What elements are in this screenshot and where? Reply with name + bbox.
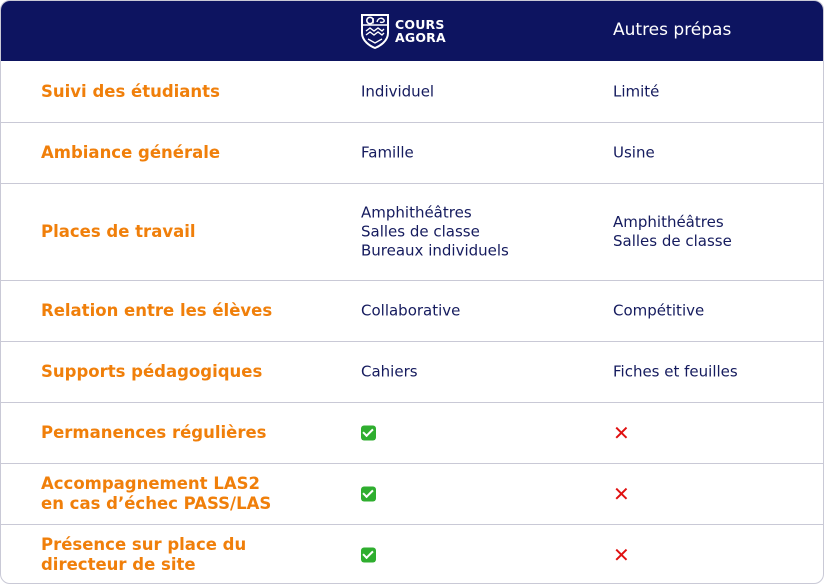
check-icon xyxy=(361,548,376,563)
row-label-line: Ambiance générale xyxy=(41,143,221,162)
cell-cours-agora xyxy=(361,144,414,163)
table-row xyxy=(1,183,823,280)
cross-icon: ✕ xyxy=(613,543,630,567)
row-label-line: Places de travail xyxy=(41,222,196,241)
row-label xyxy=(41,362,262,382)
row-label xyxy=(41,82,220,102)
row-label-line: Présence sur place du xyxy=(41,535,247,554)
cell-cours-agora xyxy=(361,548,376,563)
table-row xyxy=(1,524,823,584)
row-label-line: Supports pédagogiques xyxy=(41,362,263,381)
cell-value: Amphithéâtres xyxy=(613,213,724,231)
row-label-line: Relation entre les élèves xyxy=(41,301,273,320)
table-row xyxy=(1,61,823,122)
logo-wordmark xyxy=(395,18,446,44)
cell-value: Famille xyxy=(361,143,414,162)
cell-cours-agora xyxy=(361,302,460,321)
cell-cours-agora xyxy=(361,204,509,261)
row-label-line: Permanences régulières xyxy=(41,423,267,442)
column-header-other: Autres prépas xyxy=(613,20,732,40)
cell-autres-prepas xyxy=(613,423,630,443)
cell-cours-agora xyxy=(361,363,418,382)
cell-autres-prepas xyxy=(613,82,659,101)
cell-value: Salles de classe xyxy=(361,222,480,241)
row-label-line: Suivi des étudiants xyxy=(41,81,220,101)
cell-value: Individuel xyxy=(361,82,435,100)
cross-icon: ✕ xyxy=(613,482,630,506)
logo-line-1: COURS xyxy=(395,17,445,32)
logo-line-2: AGORA xyxy=(395,30,446,45)
table-row xyxy=(1,341,823,402)
cell-autres-prepas xyxy=(613,213,732,251)
check-icon xyxy=(361,426,376,441)
cell-autres-prepas xyxy=(613,363,738,382)
cell-value: Amphithéâtres xyxy=(361,203,472,222)
agora-crest-icon xyxy=(360,13,390,49)
row-label xyxy=(41,301,272,321)
table-body xyxy=(1,61,823,584)
cell-value: Salles de classe xyxy=(613,232,732,250)
row-label xyxy=(41,222,196,242)
row-label xyxy=(41,423,267,443)
table-row xyxy=(1,280,823,341)
cell-autres-prepas xyxy=(613,302,704,321)
cours-agora-logo xyxy=(360,13,446,49)
row-label-line: directeur de site xyxy=(41,555,196,574)
cell-cours-agora xyxy=(361,426,376,441)
row-label xyxy=(41,474,271,514)
cell-value: Usine xyxy=(613,143,655,162)
cell-cours-agora xyxy=(361,82,434,101)
table-row xyxy=(1,463,823,524)
row-label-line: en cas d’échec PASS/LAS xyxy=(41,494,272,513)
cell-autres-prepas xyxy=(613,545,630,565)
cell-value: Collaborative xyxy=(361,301,461,320)
cell-autres-prepas xyxy=(613,144,655,163)
cell-value: Compétitive xyxy=(613,301,705,320)
cross-icon: ✕ xyxy=(613,421,630,445)
row-label-line: Accompagnement LAS2 xyxy=(41,474,260,493)
cell-value: Bureaux individuels xyxy=(361,241,509,260)
cell-value: Limité xyxy=(613,82,660,100)
table-header xyxy=(1,1,823,61)
cell-value: Fiches et feuilles xyxy=(613,362,738,381)
cell-autres-prepas xyxy=(613,484,630,504)
cell-cours-agora xyxy=(361,487,376,502)
check-icon xyxy=(361,487,376,502)
cell-value: Cahiers xyxy=(361,362,418,381)
table-row xyxy=(1,402,823,463)
table-row xyxy=(1,122,823,183)
row-label xyxy=(41,143,220,163)
row-label xyxy=(41,535,246,575)
